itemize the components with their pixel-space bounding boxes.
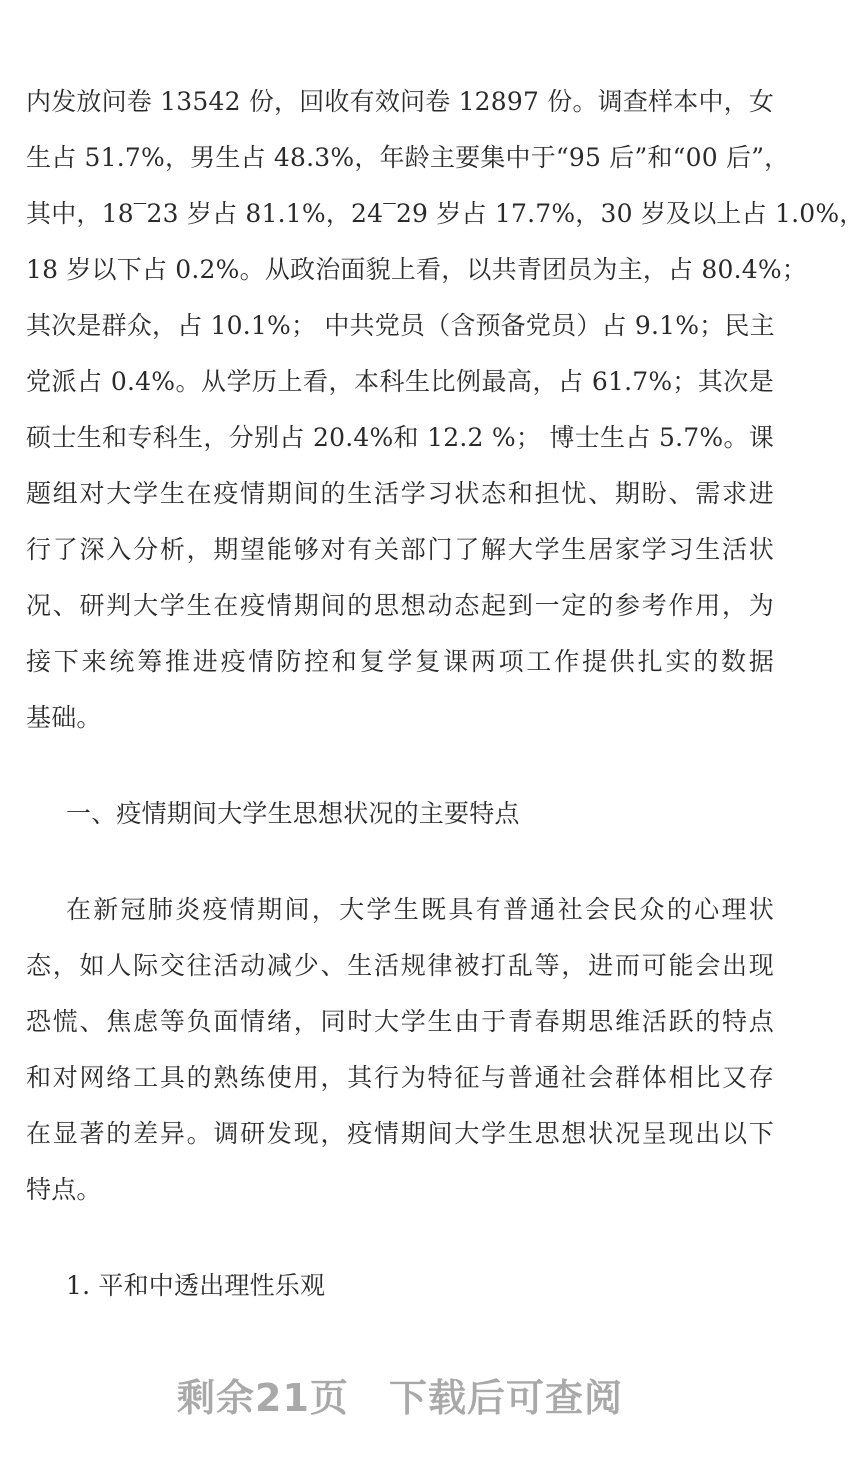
text-line: 党派占 0.4%。从学历上看，本科生比例最高，占 61.7%；其次是 [26, 367, 774, 396]
text-line: 行了深入分析，期望能够对有关部门了解大学生居家学习生活状 [26, 535, 774, 564]
paragraph-gap [26, 1218, 774, 1258]
text-line: 况、研判大学生在疫情期间的思想动态起到一定的参考作用，为 [26, 591, 774, 620]
text-line: 和对网络工具的熟练使用，其行为特征与普通社会群体相比又存 [26, 1063, 774, 1092]
text-line: 其中，18‾23 岁占 81.1%，24‾29 岁占 17.7%，30 岁及以上占 1.0%， [26, 199, 865, 228]
download-to-view-text: 下载后可查阅 [388, 1376, 623, 1420]
document-body [26, 74, 865, 1314]
text-line: 题组对大学生在疫情期间的生活学习状态和担忧、期盼、需求进 [26, 479, 774, 508]
subsection-heading: 1. 平和中透出理性乐观 [66, 1271, 326, 1300]
text-line: 18 岁以下占 0.2%。从政治面貌上看，以共青团员为主，占 80.4%； [26, 255, 807, 284]
text-line: 内发放问卷 13542 份，回收有效问卷 12897 份。调查样本中，女 [26, 87, 775, 116]
text-line: 特点。 [26, 1175, 102, 1204]
text-line: 生占 51.7%，男生占 48.3%，年龄主要集中于“95 后”和“00 后”， [26, 143, 790, 172]
section-heading: 一、疫情期间大学生思想状况的主要特点 [66, 799, 520, 828]
paragraph-survey-sample [26, 74, 865, 746]
text-line: 硕士生和专科生，分别占 20.4%和 12.2 %； 博士生占 5.7%。课 [26, 423, 774, 452]
text-line: 基础。 [26, 703, 102, 732]
paragraph-gap [26, 746, 774, 786]
paragraph-characteristics [26, 882, 774, 1218]
text-line: 在显著的差异。调研发现，疫情期间大学生思想状况呈现出以下 [26, 1119, 774, 1148]
remaining-pages-banner[interactable] [0, 1368, 800, 1428]
text-line: 其次是群众，占 10.1%； 中共党员（含预备党员）占 9.1%；民主 [26, 311, 775, 340]
paragraph-gap [26, 842, 774, 882]
text-line: 态，如人际交往活动减少、生活规律被打乱等，进而可能会出现 [26, 951, 774, 980]
text-line: 恐慌、焦虑等负面情绪，同时大学生由于青春期思维活跃的特点 [26, 1007, 774, 1036]
remaining-pages-text: 剩余21页 [177, 1376, 349, 1420]
text-line: 接下来统筹推进疫情防控和复学复课两项工作提供扎实的数据 [26, 647, 774, 676]
text-line: 在新冠肺炎疫情期间，大学生既具有普通社会民众的心理状 [66, 895, 774, 924]
